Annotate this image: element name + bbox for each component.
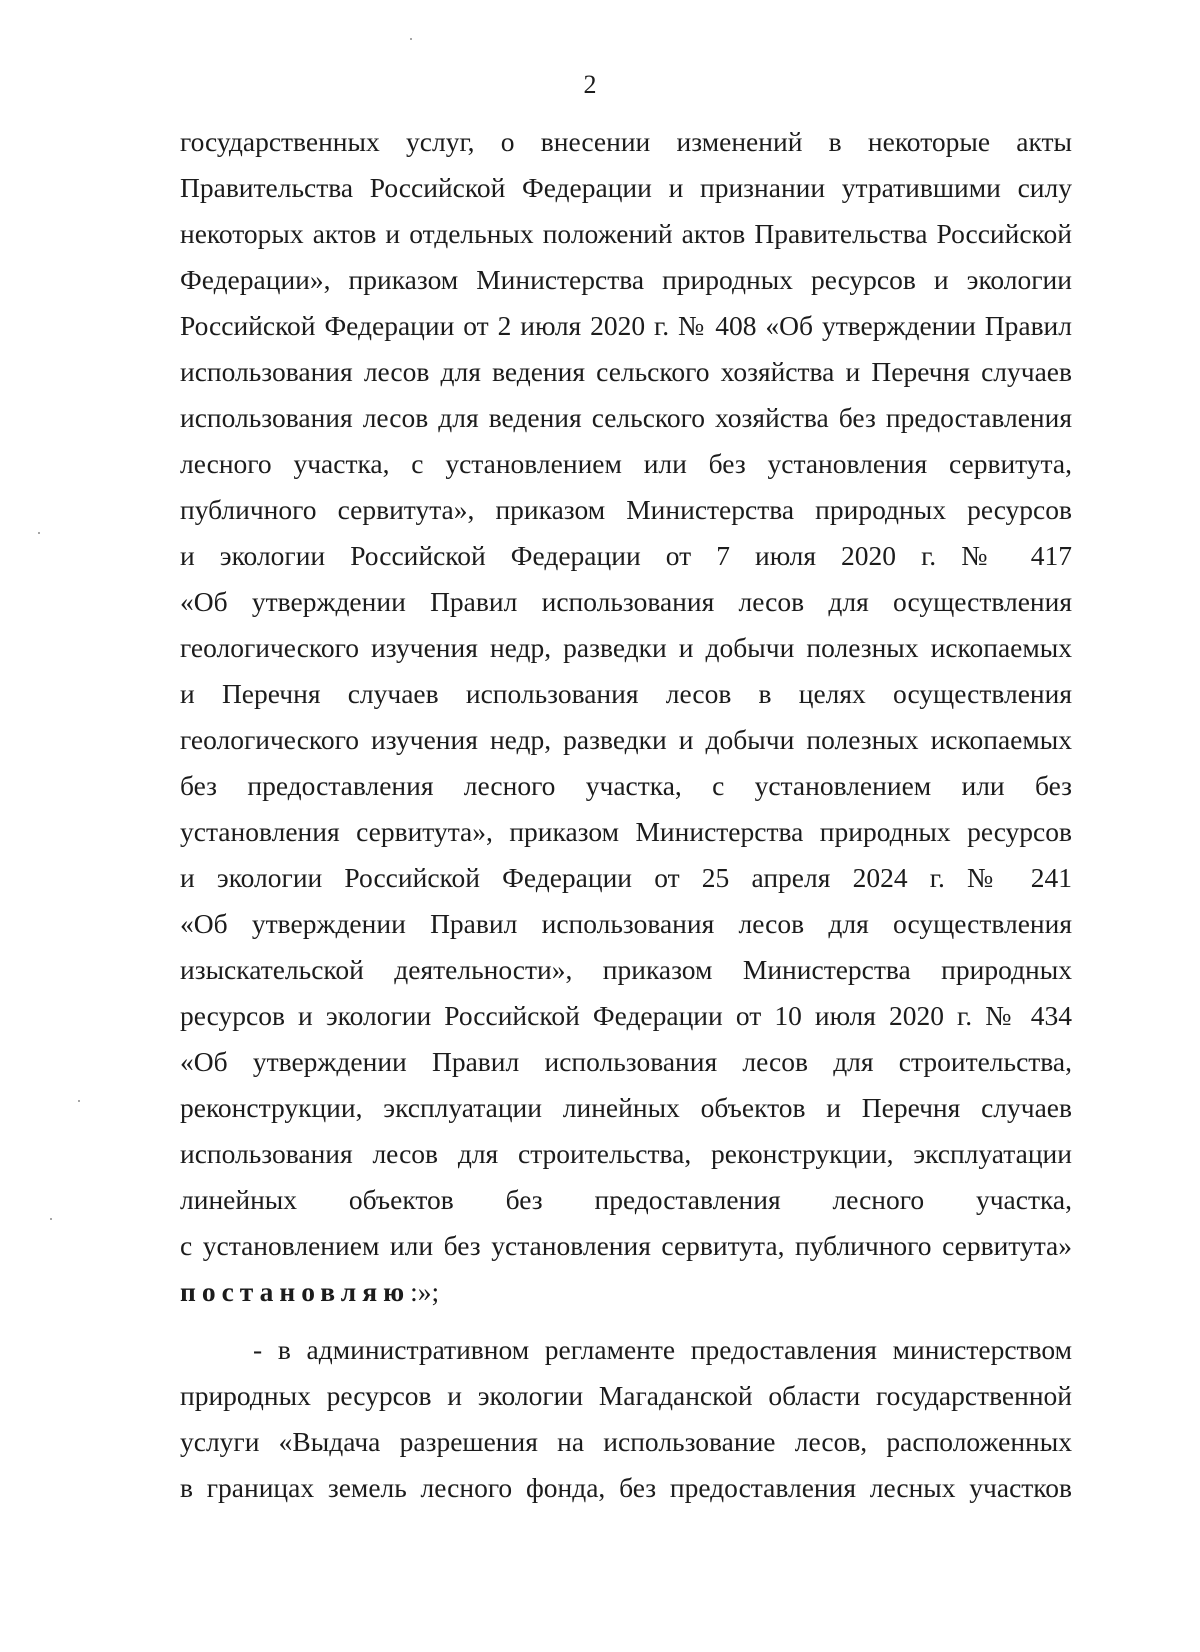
decree-line: [180, 1269, 1072, 1315]
text-line: - в административном регламенте предоставления министерством: [253, 1334, 1072, 1365]
text-line: Российской Федерации от 2 июля 2020 г. № 408 «Об утверждении Правил: [180, 310, 1072, 341]
text-line: установления сервитута», приказом Министерства природных ресурсов: [180, 816, 1072, 847]
scan-speck: [78, 1100, 80, 1102]
text-line: без предоставления лесного участка, с установлением или без: [180, 770, 1072, 801]
text-line: некоторых актов и отдельных положений актов Правительства Российской: [180, 218, 1072, 249]
decree-tail: :»;: [410, 1276, 440, 1307]
text-line: использования лесов для ведения сельского хозяйства и Перечня случаев: [180, 356, 1072, 387]
text-line: услуги «Выдача разрешения на использование лесов, расположенных: [180, 1426, 1072, 1457]
text-line: «Об утверждении Правил использования лесов для осуществления: [180, 586, 1072, 617]
paragraph-gap: [180, 1315, 1072, 1327]
text-line: Правительства Российской Федерации и признании утратившими силу: [180, 172, 1072, 203]
text-line: использования лесов для ведения сельского хозяйства без предоставления: [180, 402, 1072, 433]
text-line: использования лесов для строительства, реконструкции, эксплуатации: [180, 1138, 1072, 1169]
decree-word: постановляю: [180, 1276, 411, 1307]
text-line: в границах земель лесного фонда, без предоставления лесных участков: [180, 1472, 1072, 1503]
document-body: [180, 119, 1072, 1511]
text-line: лесного участка, с установлением или без установления сервитута,: [180, 448, 1072, 479]
text-line: с установлением или без установления сервитута, публичного сервитута»: [180, 1230, 1072, 1261]
scan-speck: [50, 1218, 52, 1220]
text-line: реконструкции, эксплуатации линейных объектов и Перечня случаев: [180, 1092, 1072, 1123]
text-line: Федерации», приказом Министерства природных ресурсов и экологии: [180, 264, 1072, 295]
text-line: геологического изучения недр, разведки и добычи полезных ископаемых: [180, 724, 1072, 755]
text-line: изыскательской деятельности», приказом Министерства природных: [180, 954, 1072, 985]
text-line: природных ресурсов и экологии Магаданской области государственной: [180, 1380, 1072, 1411]
text-line: «Об утверждении Правил использования лесов для строительства,: [180, 1046, 1072, 1077]
scan-speck: [38, 532, 40, 534]
text-line: и Перечня случаев использования лесов в целях осуществления: [180, 678, 1072, 709]
text-line: и экологии Российской Федерации от 7 июля 2020 г. № 417: [180, 540, 1072, 571]
text-line: государственных услуг, о внесении изменений в некоторые акты: [180, 126, 1072, 157]
text-line: линейных объектов без предоставления лесного участка,: [180, 1184, 1072, 1215]
page-number: 2: [583, 70, 597, 99]
text-line: геологического изучения недр, разведки и добычи полезных ископаемых: [180, 632, 1072, 663]
scan-speck: [410, 38, 412, 40]
text-line: ресурсов и экологии Российской Федерации от 10 июля 2020 г. № 434: [180, 1000, 1072, 1031]
text-line: и экологии Российской Федерации от 25 апреля 2024 г. № 241: [180, 862, 1072, 893]
text-line: публичного сервитута», приказом Министерства природных ресурсов: [180, 494, 1072, 525]
text-line: «Об утверждении Правил использования лесов для осуществления: [180, 908, 1072, 939]
